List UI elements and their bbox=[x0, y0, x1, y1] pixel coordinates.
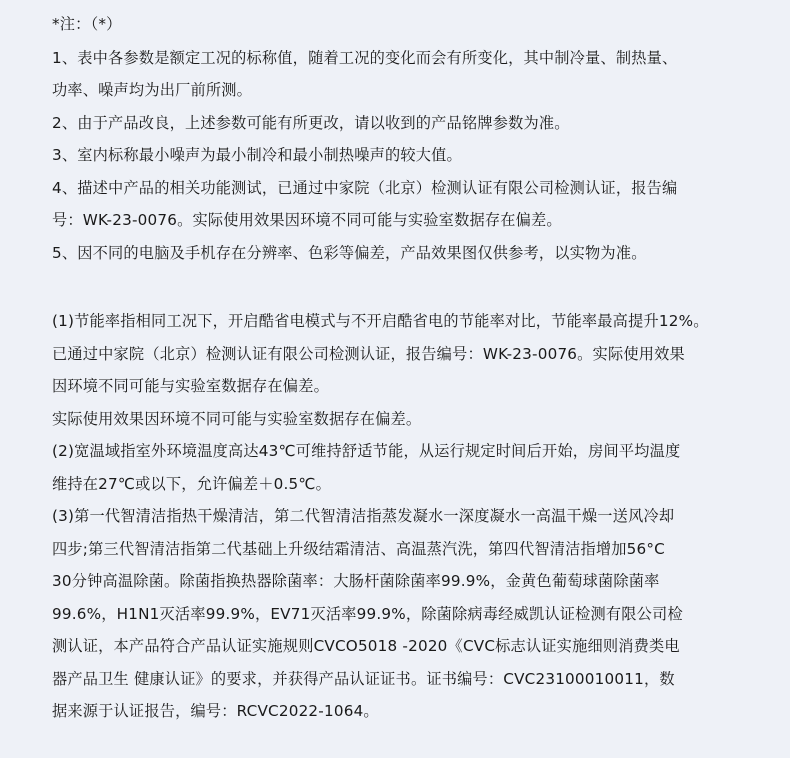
note-item-2 bbox=[52, 107, 770, 140]
footnote-cleaning-line-6: 器产品卫生 健康认证》的要求，并获得产品认证证书。证书编号：CVC23100010011，数 bbox=[52, 669, 675, 688]
footnote-energy-line-2: 已通过中家院（北京）检测认证有限公司检测认证，报告编号：WK-23-0076。实际使用效果 bbox=[52, 344, 685, 363]
footnote-cleaning-line-7: 据来源于认证报告，编号：RCVC2022-1064。 bbox=[52, 702, 379, 720]
footnote-energy-line-3: 因环境不同可能与实验室数据存在偏差。 bbox=[52, 377, 329, 395]
note-item-2-line-1: 2、由于产品改良，上述参数可能有所更改，请以收到的产品铭牌参数为准。 bbox=[52, 113, 570, 132]
footnote-temperature-line-2: 维持在27℃或以下，允许偏差＋0.5℃。 bbox=[52, 474, 332, 493]
notes-heading: *注：（*） bbox=[52, 15, 122, 33]
footnote-cleaning-line-4: 99.6%，H1N1灭活率99.9%，EV71灭活率99.9%，除菌除病毒经威凯认证检测有限公司检 bbox=[52, 604, 683, 623]
footnote-temperature-line-1: (2)宽温域指室外环境温度高达43℃可维持舒适节能，从运行规定时间后开始，房间平均温度 bbox=[52, 442, 681, 460]
footnote-smart-cleaning bbox=[52, 500, 770, 728]
note-item-1-line-2: 功率、噪声均为出厂前所测。 bbox=[52, 81, 253, 99]
footnote-cleaning-line-5: 测认证，本产品符合产品认证实施规则CVCO5018 -2020《CVC标志认证实施细则消费类电 bbox=[52, 637, 680, 655]
footnote-cleaning-line-1: (3)第一代智清洁指热干燥清洁，第二代智清洁指蒸发凝水一深度凝水一高温干燥一送风冷却 bbox=[52, 507, 675, 525]
note-item-3-line-1: 3、室内标称最小噪声为最小制冷和最小制热噪声的较大值。 bbox=[52, 146, 462, 164]
note-item-4-line-1: 4、描述中产品的相关功能测试，已通过中家院（北京）检测认证有限公司检测认证，报告编 bbox=[52, 178, 678, 197]
footnote-wide-temperature bbox=[52, 435, 770, 500]
footnote-energy-line-4: 实际使用效果因环境不同可能与实验室数据存在偏差。 bbox=[52, 409, 422, 428]
note-item-4 bbox=[52, 172, 770, 237]
note-item-5-line-1: 5、因不同的电脑及手机存在分辨率、色彩等偏差，产品效果图仅供参考，以实物为准。 bbox=[52, 243, 647, 262]
footnote-cleaning-line-3: 30分钟高温除菌。除菌指换热器除菌率：大肠杆菌除菌率99.9%，金黄色葡萄球菌除菌率 bbox=[52, 572, 660, 590]
note-item-4-line-2: 号：WK-23-0076。实际使用效果因环境不同可能与实验室数据存在偏差。 bbox=[52, 211, 562, 229]
footnote-cleaning-line-2: 四步;第三代智清洁指第二代基础上升级结霜清洁、高温蒸汽洗，第四代智清洁指增加56°C bbox=[52, 539, 665, 558]
note-item-1-line-1: 1、表中各参数是额定工况的标称值，随着工况的变化而会有所变化，其中制冷量、制热量、 bbox=[52, 48, 678, 67]
note-item-1 bbox=[52, 42, 770, 107]
footnote-energy-saving bbox=[52, 305, 770, 435]
note-item-5 bbox=[52, 237, 770, 270]
section-spacer bbox=[52, 269, 770, 305]
note-item-3 bbox=[52, 139, 770, 172]
footnote-energy-line-1: (1)节能率指相同工况下，开启酷省电模式与不开启酷省电的节能率对比，节能率最高提升12%。 bbox=[52, 312, 709, 330]
